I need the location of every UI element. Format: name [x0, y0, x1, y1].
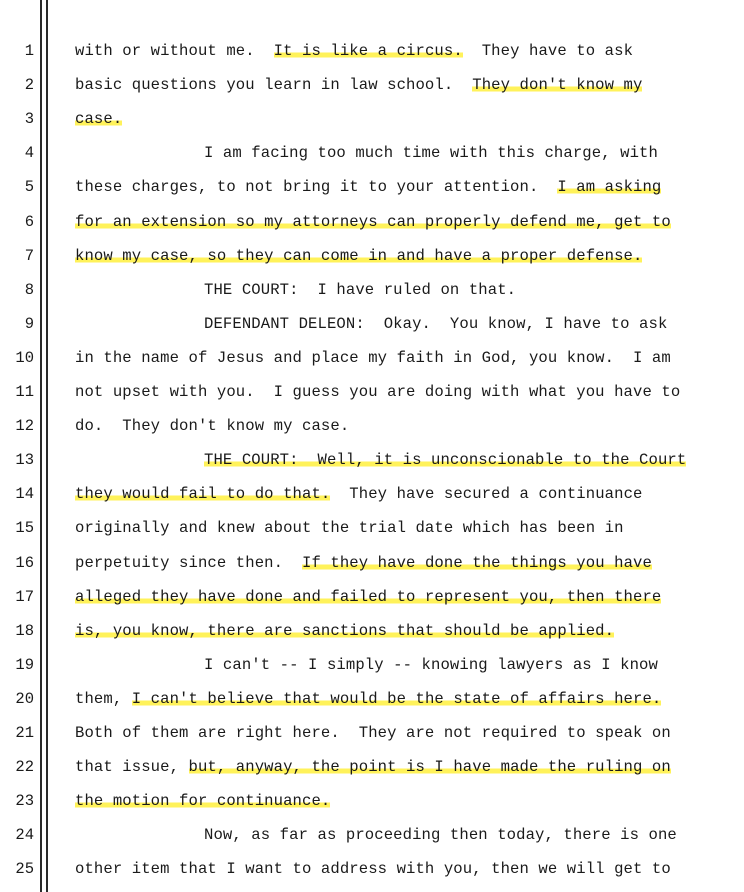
- line-text: [75, 620, 614, 642]
- text-segment: in the name of Jesus and place my faith in God, you know. I am: [75, 348, 671, 367]
- highlighted-text: I am asking: [557, 178, 662, 197]
- highlighted-text: for an extension so my attorneys can properly defend me, get to: [75, 212, 671, 231]
- line-number: 19: [15, 655, 34, 674]
- line-number: 7: [24, 246, 34, 265]
- line-text: [75, 245, 642, 267]
- line-number: 25: [15, 860, 34, 879]
- transcript-line: [0, 40, 744, 74]
- transcript-line: [0, 586, 744, 620]
- line-number: 6: [24, 212, 34, 231]
- line-number: 2: [24, 76, 34, 95]
- highlighted-text: I can't believe that would be the state of affairs here.: [131, 689, 662, 708]
- line-text: [75, 586, 661, 608]
- text-segment: do. They don't know my case.: [75, 417, 350, 436]
- text-segment: Now, as far as proceeding then today, there is one: [204, 826, 677, 845]
- line-number: 15: [15, 519, 34, 538]
- highlighted-text: THE COURT: Well, it is unconscionable to the Court: [204, 451, 687, 470]
- line-text: [204, 824, 677, 846]
- text-segment: these charges, to not bring it to your attention.: [75, 178, 558, 197]
- line-text: [75, 381, 680, 403]
- line-number: 12: [15, 417, 34, 436]
- transcript-line: [0, 722, 744, 756]
- transcript-line: [0, 824, 744, 858]
- line-number: 20: [15, 689, 34, 708]
- highlighted-text: is, you know, there are sanctions that should be applied.: [75, 621, 615, 640]
- line-number: 24: [15, 826, 34, 845]
- transcript-line: [0, 74, 744, 108]
- line-text: [204, 313, 667, 335]
- transcript-line: [0, 415, 744, 449]
- line-number: 21: [15, 724, 34, 742]
- line-number: 10: [15, 348, 34, 367]
- line-text: [75, 415, 349, 437]
- text-segment: with or without me.: [75, 42, 274, 60]
- transcript-line: [0, 654, 744, 688]
- transcript-line: [0, 142, 744, 176]
- line-text: [204, 449, 686, 471]
- text-segment: other item that I want to address with you, then we will get to: [75, 860, 671, 879]
- line-text: [75, 176, 661, 198]
- line-text: [75, 756, 671, 778]
- text-segment: not upset with you. I guess you are doing with what you have to: [75, 383, 681, 401]
- transcript-line: [0, 756, 744, 790]
- line-number: 5: [24, 178, 34, 197]
- text-segment: I am facing too much time with this charge, with: [204, 144, 658, 163]
- transcript-line: [0, 790, 744, 824]
- line-number: 14: [15, 485, 34, 504]
- line-text: [75, 858, 671, 880]
- transcript-line: [0, 245, 744, 279]
- text-segment: basic questions you learn in law school.: [75, 76, 473, 95]
- text-segment: perpetuity since then.: [75, 553, 302, 572]
- line-text: [75, 40, 633, 62]
- line-text: [75, 552, 652, 574]
- text-segment: DEFENDANT DELEON: Okay. You know, I have to ask: [204, 314, 668, 333]
- highlighted-text: They don't know my: [472, 76, 643, 95]
- transcript-line: [0, 108, 744, 142]
- line-number: 1: [24, 42, 34, 60]
- line-text: [75, 483, 642, 505]
- transcript-line: [0, 279, 744, 313]
- line-number: 22: [15, 758, 34, 777]
- line-text: [75, 688, 661, 710]
- line-number: 16: [15, 553, 34, 572]
- line-text: [75, 790, 330, 812]
- text-segment: them,: [75, 689, 132, 708]
- transcript-line: [0, 620, 744, 654]
- line-number: 3: [24, 110, 34, 129]
- highlighted-text: they would fail to do that.: [75, 485, 331, 504]
- line-text: [204, 142, 658, 164]
- line-text: [75, 347, 671, 369]
- transcript-line: [0, 449, 744, 483]
- line-number: 4: [24, 144, 34, 163]
- line-number: 17: [15, 587, 34, 606]
- text-segment: Both of them are right here. They are not required to speak on: [75, 724, 671, 742]
- text-segment: They have to ask: [462, 42, 634, 60]
- transcript-line: [0, 858, 744, 892]
- line-number: 8: [24, 280, 34, 299]
- highlighted-text: know my case, so they can come in and have a proper defense.: [75, 246, 643, 265]
- line-text: [75, 722, 671, 744]
- line-text: [75, 108, 122, 130]
- line-text: [204, 654, 658, 676]
- line-number: 23: [15, 792, 34, 811]
- highlighted-text: If they have done the things you have: [302, 553, 652, 572]
- line-text: [75, 211, 671, 233]
- transcript-line: [0, 176, 744, 210]
- highlighted-text: but, anyway, the point is I have made the ruling on: [188, 758, 671, 777]
- line-number: 13: [15, 451, 34, 470]
- text-segment: that issue,: [75, 758, 189, 777]
- transcript-line: [0, 517, 744, 551]
- line-text: [204, 279, 516, 301]
- transcript-line: [0, 688, 744, 722]
- line-number: 18: [15, 621, 34, 640]
- text-segment: originally and knew about the trial date which has been in: [75, 519, 624, 538]
- highlighted-text: It is like a circus.: [273, 42, 463, 60]
- highlighted-text: case.: [75, 110, 123, 129]
- transcript-line: [0, 211, 744, 245]
- transcript-line: [0, 313, 744, 347]
- text-segment: They have secured a continuance: [330, 485, 643, 504]
- transcript-line: [0, 552, 744, 586]
- line-text: [75, 517, 624, 539]
- text-segment: THE COURT: I have ruled on that.: [204, 280, 517, 299]
- highlighted-text: the motion for continuance.: [75, 792, 331, 811]
- transcript-line: [0, 483, 744, 517]
- line-number: 11: [15, 383, 34, 401]
- transcript-line: [0, 347, 744, 381]
- text-segment: I can't -- I simply -- knowing lawyers as I know: [204, 655, 658, 674]
- highlighted-text: alleged they have done and failed to represent you, then there: [75, 587, 662, 606]
- transcript-line: [0, 381, 744, 415]
- line-number: 9: [24, 314, 34, 333]
- line-text: [75, 74, 642, 96]
